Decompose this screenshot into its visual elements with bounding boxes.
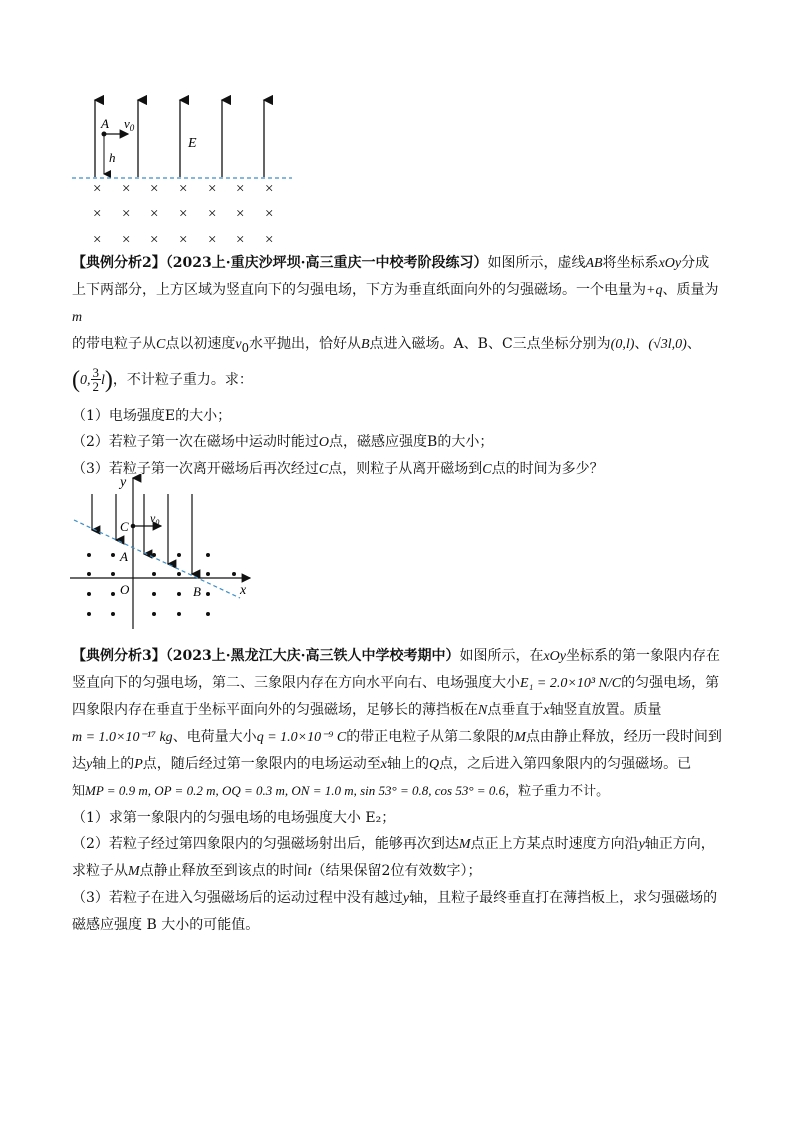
label-C: C — [120, 519, 129, 534]
ex3-line1: 【典例分析3】（2023上·黑龙江大庆·高三铁人中学校考期中）如图所示，在xOy坐标系的第一象限内存在 — [72, 648, 720, 664]
label-y: y — [120, 475, 127, 490]
ex3-q2-line1: （2）若粒子经过第四象限内的匀强磁场射出后，能够再次到达M点正上方某点时速度方向沿y轴正方向， — [72, 836, 715, 852]
cross-symbol: × — [122, 206, 131, 222]
cross-symbol: × — [236, 206, 245, 222]
cross-symbol: × — [265, 232, 274, 248]
cross-symbol: × — [93, 232, 102, 248]
ex3-line5: 达y轴上的P点，随后经过第一象限内的电场运动至x轴上的Q点，之后进入第四象限内的匀强磁场。已 — [72, 756, 692, 772]
cross-symbol: × — [265, 206, 274, 222]
cross-symbol: × — [208, 181, 217, 197]
ex3-q3-line1: （3）若粒子在进入匀强磁场后的运动过程中没有越过y轴，且粒子最终垂直打在薄挡板上，求匀强磁场的 — [72, 890, 718, 906]
label-h: h — [109, 150, 116, 165]
cross-symbol: × — [236, 232, 245, 248]
cross-symbol: × — [208, 206, 217, 222]
cross-symbol: × — [150, 232, 159, 248]
cross-symbol: × — [179, 232, 188, 248]
example-3 — [72, 643, 724, 938]
ex2-tag: 【典例分析2】（2023上·重庆沙坪坝·高三重庆一中校考阶段练习） — [72, 255, 488, 271]
ex3-line2: 竖直向下的匀强电场，第二、三象限内存在方向水平向右、电场强度大小E₁ = 2.0×10³ N/C的匀强电场，第 — [72, 675, 720, 691]
ex3-line4: m = 1.0×10⁻¹⁷ kg、电荷量大小q = 1.0×10⁻⁹ C的带正电粒子从第二象限的M点由静止释放，经历一段时间到 — [72, 729, 722, 745]
ex2-line4: (0, $\frac{3}{2}$ l)，不计粒子重力。求： — [72, 365, 253, 395]
label-A: A — [120, 549, 128, 564]
ex2-line2: 上下两部分，上方区域为竖直向下的匀强电场，下方为垂直纸面向外的匀强磁场。一个电量为+q、质量为m — [72, 282, 719, 325]
ex2-line1: 【典例分析2】（2023上·重庆沙坪坝·高三重庆一中校考阶段练习）如图所示，虚线AB将坐标系xOy分成 — [72, 255, 710, 271]
ex2-q3: （3）若粒子第一次离开磁场后再次经过C点，则粒子从离开磁场到C点的时间为多少？ — [72, 460, 604, 477]
label-A: A — [101, 116, 109, 131]
boundary-AB-dashed — [74, 520, 240, 598]
label-E: E — [188, 136, 197, 151]
field-lines-down — [92, 494, 192, 574]
ex3-line3: 四象限内存在垂直于坐标平面向外的匀强磁场，足够长的薄挡板在N点垂直于x轴竖直放置。质量 — [72, 702, 662, 718]
ex3-q1: （1）求第一象限内的匀强电场的电场强度大小 E₂； — [72, 810, 396, 826]
ex3-tag: 【典例分析3】（2023上·黑龙江大庆·高三铁人中学校考期中） — [72, 648, 460, 664]
magnetic-cross-symbols — [93, 181, 273, 248]
ex3-q2-line2: 求粒子从M点静止释放至到该点的时间t（结果保留2位有效数字）； — [72, 863, 482, 879]
field-lines-up — [95, 100, 264, 177]
label-v0: $v_0$ — [150, 511, 160, 527]
ex2-q1: （1）电场强度E的大小； — [72, 407, 232, 424]
label-B: B — [193, 584, 201, 599]
label-v0: $v_0$ — [124, 116, 135, 133]
cross-symbol: × — [179, 206, 188, 222]
cross-symbol: × — [208, 232, 217, 248]
cross-symbol: × — [150, 206, 159, 222]
fraction-3-2: $\frac{3}{2}$ — [92, 365, 99, 395]
example-2 — [72, 250, 724, 483]
ex3-line6: 知MP = 0.9 m, OP = 0.2 m, OQ = 0.3 m, ON = 1.0 m, sin 53° = 0.8, cos 53° = 0.6，粒子重力不计。 — [72, 783, 610, 799]
cross-symbol: × — [122, 181, 131, 197]
cross-symbol: × — [93, 206, 102, 222]
cross-symbol: × — [150, 181, 159, 197]
figure-coordinate-field-2 — [62, 474, 262, 634]
ex2-line3: 的带电粒子从C点以初速度$v_0$水平抛出，恰好从B点进入磁场。A、B、C三点坐标分别为(0,l)、(√3l,0)、 — [72, 336, 701, 355]
cross-symbol: × — [179, 181, 188, 197]
ex3-q3-line2: 磁感应强度 B 大小的可能值。 — [72, 917, 260, 933]
label-x: x — [240, 583, 247, 598]
cross-symbol: × — [122, 232, 131, 248]
magnetic-dots — [87, 553, 236, 616]
ex2-q2: （2）若粒子第一次在磁场中运动时能过O点，磁感应强度B的大小； — [72, 433, 494, 450]
figure-electric-magnetic-field-1 — [60, 92, 300, 252]
cross-symbol: × — [265, 181, 274, 197]
cross-symbol: × — [236, 181, 245, 197]
cross-symbol: × — [93, 181, 102, 197]
label-O: O — [120, 582, 130, 597]
